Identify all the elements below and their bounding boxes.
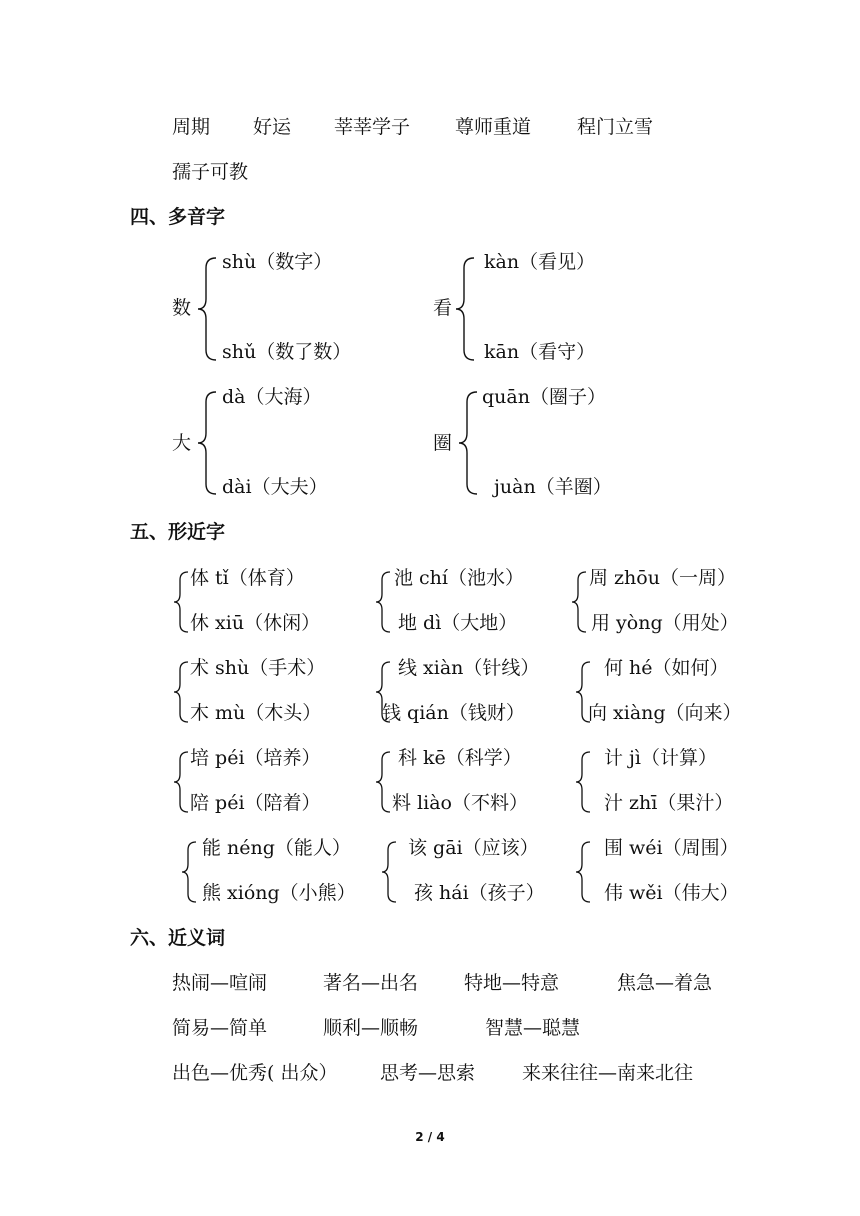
similar-char-bottom: 料 liào（不料） xyxy=(392,792,528,814)
word-item: 尊师重道 xyxy=(455,116,532,138)
curly-brace-icon xyxy=(172,750,190,814)
curly-brace-icon xyxy=(574,840,592,904)
polyphonic-char: 圈 xyxy=(433,432,453,454)
curly-brace-icon xyxy=(196,256,218,362)
similar-char-bottom: 孩 hái（孩子） xyxy=(414,882,545,904)
page-number: 2 / 4 xyxy=(415,1130,445,1144)
similar-char-top: 能 néng（能人） xyxy=(202,837,351,859)
similar-char-bottom: 向 xiàng（向来） xyxy=(588,702,742,724)
synonym-pair: 智慧—聪慧 xyxy=(485,1017,581,1039)
word-item: 莘莘学子 xyxy=(334,116,411,138)
similar-char-bottom: 木 mù（木头） xyxy=(190,702,322,724)
curly-brace-icon xyxy=(180,840,198,904)
curly-brace-icon xyxy=(570,570,588,634)
curly-brace-icon xyxy=(454,256,476,362)
synonym-pair: 著名—出名 xyxy=(323,972,419,994)
curly-brace-icon xyxy=(196,390,218,496)
pronunciation-bottom: shǔ（数了数） xyxy=(222,341,352,363)
synonym-pair: 焦急—着急 xyxy=(617,972,713,994)
curly-brace-icon xyxy=(457,390,479,496)
similar-char-bottom: 熊 xióng（小熊） xyxy=(202,882,356,904)
synonym-pair: 热闹—喧闹 xyxy=(172,972,268,994)
word-item: 周期 xyxy=(172,116,211,138)
polyphonic-char: 数 xyxy=(172,297,192,319)
similar-char-top: 池 chí（池水） xyxy=(394,567,524,589)
section-heading-synonyms: 六、近义词 xyxy=(130,927,226,949)
similar-char-bottom: 休 xiū（休闲） xyxy=(190,612,321,634)
similar-char-bottom: 地 dì（大地） xyxy=(398,612,518,634)
polyphonic-char: 看 xyxy=(433,297,453,319)
similar-char-top: 培 péi（培养） xyxy=(190,747,321,769)
similar-char-top: 体 tǐ（体育） xyxy=(190,567,305,589)
similar-char-bottom: 伟 wěi（伟大） xyxy=(604,882,739,904)
pronunciation-top: shù（数字） xyxy=(222,251,333,273)
similar-char-top: 该 gāi（应该） xyxy=(408,837,539,859)
similar-char-top: 何 hé（如何） xyxy=(604,657,729,679)
word-item: 程门立雪 xyxy=(577,116,654,138)
curly-brace-icon xyxy=(172,660,190,724)
similar-char-top: 术 shù（手术） xyxy=(190,657,326,679)
similar-char-top: 计 jì（计算） xyxy=(604,747,718,769)
similar-char-top: 周 zhōu（一周） xyxy=(589,567,736,589)
pronunciation-bottom: dài（大夫） xyxy=(222,476,328,498)
word-item: 孺子可教 xyxy=(172,161,249,183)
similar-char-bottom: 用 yòng（用处） xyxy=(591,612,739,634)
section-heading-similar-chars: 五、形近字 xyxy=(130,521,226,543)
similar-char-bottom: 陪 péi（陪着） xyxy=(190,792,321,814)
pronunciation-top: dà（大海） xyxy=(222,386,322,408)
curly-brace-icon xyxy=(380,840,398,904)
pronunciation-top: kàn（看见） xyxy=(484,251,596,273)
similar-char-top: 围 wéi（周围） xyxy=(604,837,739,859)
similar-char-top: 线 xiàn（针线） xyxy=(398,657,540,679)
word-item: 好运 xyxy=(253,116,292,138)
synonym-pair: 特地—特意 xyxy=(464,972,560,994)
synonym-pair: 出色—优秀( 出众） xyxy=(172,1062,338,1084)
pronunciation-bottom: kān（看守） xyxy=(484,341,596,363)
synonym-pair: 顺利—顺畅 xyxy=(323,1017,419,1039)
pronunciation-bottom: juàn（羊圈） xyxy=(494,476,612,498)
curly-brace-icon xyxy=(574,750,592,814)
similar-char-top: 科 kē（科学） xyxy=(398,747,522,769)
curly-brace-icon xyxy=(172,570,190,634)
synonym-pair: 来来往往—南来北往 xyxy=(522,1062,694,1084)
section-heading-polyphonic: 四、多音字 xyxy=(130,206,226,228)
similar-char-bottom: 汁 zhī（果汁） xyxy=(604,792,734,814)
similar-char-bottom: 钱 qián（钱财） xyxy=(382,702,525,724)
pronunciation-top: quān（圈子） xyxy=(482,386,606,408)
synonym-pair: 思考—思索 xyxy=(380,1062,476,1084)
curly-brace-icon xyxy=(374,570,392,634)
polyphonic-char: 大 xyxy=(172,432,192,454)
curly-brace-icon xyxy=(374,750,392,814)
synonym-pair: 简易—简单 xyxy=(172,1017,268,1039)
